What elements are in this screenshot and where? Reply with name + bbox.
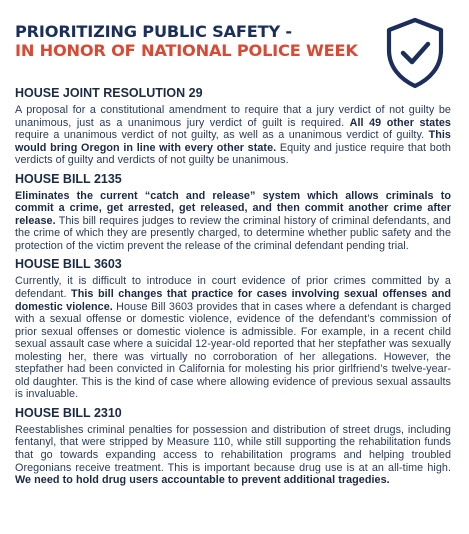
section-heading: HOUSE BILL 2135 bbox=[15, 171, 122, 186]
body-text: This bill requires judges to review the criminal history of criminal defendants, and the crime of which they are presently charged, to determine whether public safety and the protection of the victim prevent the release of the criminal defendant pending trial. bbox=[15, 214, 451, 252]
section-heading: HOUSE BILL 3603 bbox=[15, 257, 122, 272]
section-hb-2310 bbox=[15, 406, 451, 487]
title-line-2: IN HONOR OF NATIONAL POLICE WEEK bbox=[15, 41, 358, 60]
section-body bbox=[15, 104, 451, 167]
emphasis-text: This would bring Oregon in line with every other state. bbox=[15, 129, 451, 154]
title-line-1: PRIORITIZING PUBLIC SAFETY - bbox=[15, 22, 292, 41]
emphasis-text: Eliminates the current “catch and release” system which allows criminals to commit a crime, get arrested, get released, and then commit another crime after release. bbox=[15, 189, 451, 227]
body-text: Currently, it is difficult to introduce in court evidence of prior crimes committed by a defendant. bbox=[15, 275, 451, 301]
section-hjr-29 bbox=[15, 86, 451, 167]
section-body bbox=[15, 190, 451, 253]
section-heading: HOUSE BILL 2310 bbox=[15, 405, 122, 420]
section-hb-2135 bbox=[15, 172, 451, 253]
section-body bbox=[15, 275, 451, 400]
body-text: A proposal for a constitutional amendment to require that a jury verdict of not guilty be unanimous, just as a unanimous jury verdict of guilt is required. bbox=[15, 104, 451, 129]
body-text: require a unanimous verdict of not guilty, as well as a unanimous verdict of guilty. bbox=[15, 129, 429, 142]
section-body bbox=[15, 424, 451, 487]
section-hb-3603 bbox=[15, 257, 451, 400]
emphasis-text: This bill changes that practice for cases involving sexual offenses and domestic violence. bbox=[15, 288, 451, 313]
page-title bbox=[15, 22, 365, 60]
body-text: Equity and justice require that both verdicts of guilty and verdicts of not guilty be unanimous. bbox=[15, 141, 451, 167]
body-text: Reestablishes criminal penalties for possession and distribution of street drugs, including fentanyl, that were stripped by Measure 110, while still supporting the rehabilitation funds that go towards expanding access to rehabilitation programs and helping troubled Oregonians receive treatment. This is important because drug use is at an all-time high. bbox=[15, 423, 451, 474]
section-heading: HOUSE JOINT RESOLUTION 29 bbox=[15, 86, 203, 100]
emphasis-text: All 49 other states bbox=[349, 116, 451, 129]
body-text: House Bill 3603 provides that in cases where a defendant is charged with a sexual offense or domestic violence, evidence of the defendant’s commission of prior sexual offenses or domestic violence is admissible. For example, in a recent child sexual assault case where a suicidal 12-year-old reported that her stepfather was sexually molesting her, there was virtually no corroboration of her allegations. However, the stepfather had been convicted in California for molesting his prior girlfriend’s twelve-year-old daughter. This is the kind of case where allowing evidence of previous sexual assaults is invaluable. bbox=[15, 300, 451, 401]
bill-list bbox=[15, 86, 451, 492]
shield-check-icon bbox=[384, 17, 446, 89]
emphasis-text: We need to hold drug users accountable to prevent additional tragedies. bbox=[15, 474, 390, 487]
